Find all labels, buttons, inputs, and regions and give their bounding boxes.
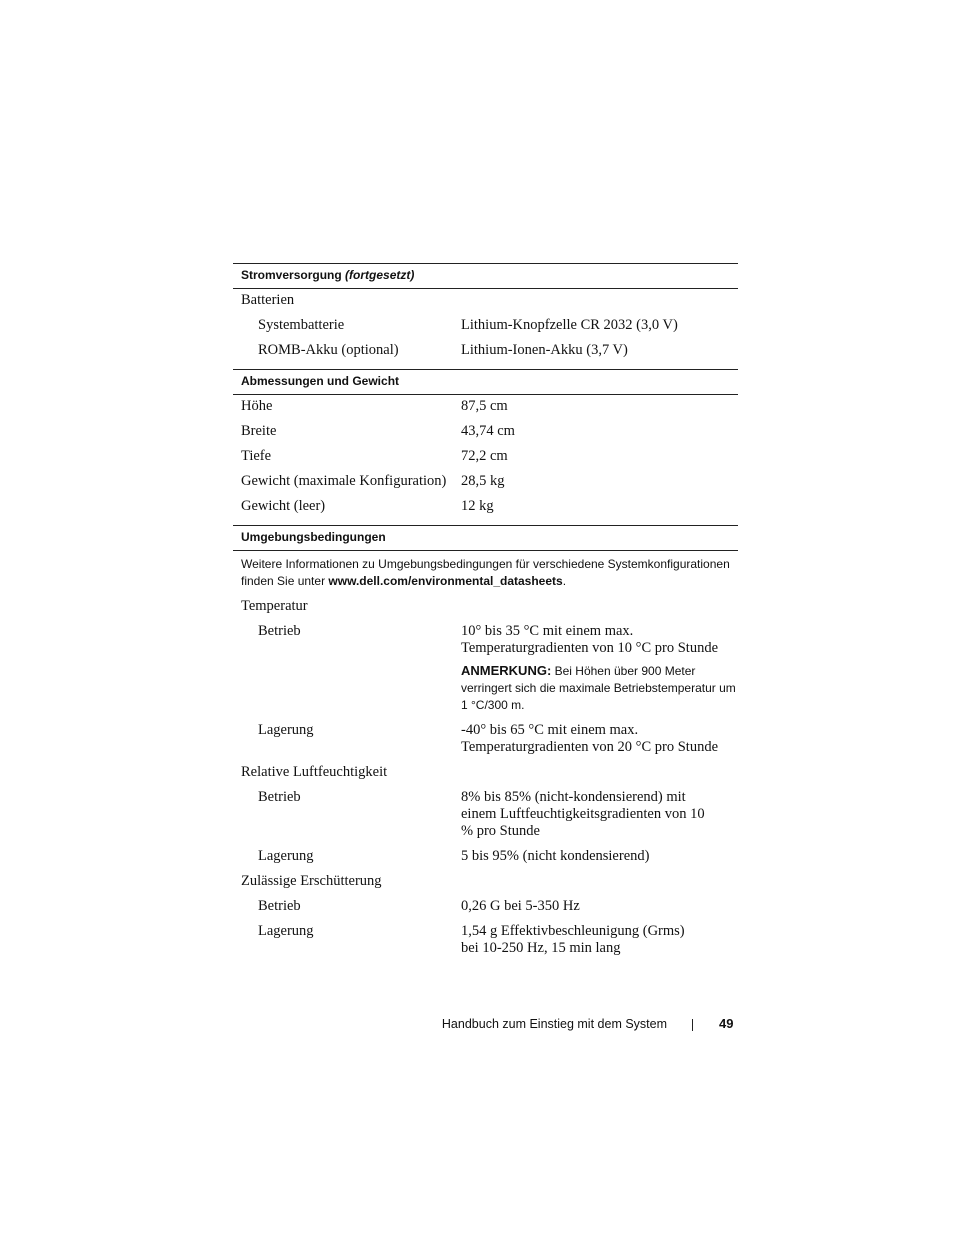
spec-value: Lithium-Ionen-Akku (3,7 V) xyxy=(461,342,628,358)
spec-row-temp-operating xyxy=(233,615,738,714)
section-title: Stromversorgung xyxy=(241,268,342,282)
spec-row-temp-storage xyxy=(233,714,738,756)
spec-value: Lithium-Knopfzelle CR 2032 (3,0 V) xyxy=(461,317,678,333)
section-title: Umgebungsbedingungen xyxy=(241,530,386,544)
page-number: 49 xyxy=(719,1016,734,1031)
spec-row-weight-max xyxy=(233,465,738,490)
section-header-power xyxy=(233,263,738,289)
spec-row-vibration xyxy=(233,865,738,890)
spec-row-batteries xyxy=(233,290,738,309)
spec-value: 10° bis 35 °C mit einem max. Temperaturgradienten von 10 °C pro Stunde xyxy=(461,623,718,656)
note-box xyxy=(461,662,738,714)
environment-intro: Weitere Informationen zu Umgebungsbedingungen für verschiedene Systemkonfigurationen finden Sie unter www.dell.com/environmental_datasheets. xyxy=(241,557,730,588)
section-title: Abmessungen und Gewicht xyxy=(241,374,400,388)
spec-row-temperature xyxy=(233,590,738,615)
spec-value: 28,5 kg xyxy=(461,473,505,489)
spec-label: Breite xyxy=(241,423,277,439)
spec-label: Systembatterie xyxy=(258,317,345,333)
note-label: ANMERKUNG: xyxy=(461,663,552,678)
spec-value: 0,26 G bei 5-350 Hz xyxy=(461,898,580,914)
spec-label: Lagerung xyxy=(258,848,314,864)
spec-label: Betrieb xyxy=(258,623,301,639)
spec-row-system-battery xyxy=(233,309,738,334)
spec-value: 43,74 cm xyxy=(461,423,515,439)
spec-table xyxy=(233,263,738,957)
spec-row-romb xyxy=(233,334,738,359)
section-body-dimensions xyxy=(233,395,738,515)
spec-value: 87,5 cm xyxy=(461,398,508,414)
spec-row-height xyxy=(233,396,738,415)
datasheet-link: www.dell.com/environmental_datasheets xyxy=(328,574,563,588)
spec-label: Betrieb xyxy=(258,789,301,805)
spec-value: 1,54 g Effektivbeschleunigung (Grms) bei 10-250 Hz, 15 min lang xyxy=(461,923,685,956)
spec-label: Tiefe xyxy=(241,448,272,464)
spec-label: ROMB-Akku (optional) xyxy=(258,342,399,358)
spec-label: Relative Luftfeuchtigkeit xyxy=(241,764,388,780)
spec-label: Zulässige Erschütterung xyxy=(241,873,382,889)
spec-label: Gewicht (leer) xyxy=(241,498,326,514)
section-body-power xyxy=(233,289,738,359)
spec-label: Lagerung xyxy=(258,722,314,738)
footer-separator xyxy=(692,1019,693,1031)
spec-row-depth xyxy=(233,440,738,465)
spec-row-width xyxy=(233,415,738,440)
spec-label: Höhe xyxy=(241,398,273,414)
spec-value: 12 kg xyxy=(461,498,494,514)
section-header-dimensions xyxy=(233,369,738,395)
spec-label: Betrieb xyxy=(258,898,301,914)
note-text: Bei Höhen über 900 Meter verringert sich die maximale Betriebstemperatur um 1 °C/300 m. xyxy=(461,664,736,712)
footer-title: Handbuch zum Einstieg mit dem System xyxy=(441,1017,667,1031)
spec-label: Lagerung xyxy=(258,923,314,939)
spec-row-hum-operating xyxy=(233,781,738,840)
spec-value: -40° bis 65 °C mit einem max. Temperaturgradienten von 20 °C pro Stunde xyxy=(461,722,718,755)
spec-row-humidity xyxy=(233,756,738,781)
spec-row-vib-operating xyxy=(233,890,738,915)
spec-label: Gewicht (maximale Konfiguration) xyxy=(241,473,447,489)
spec-label: Batterien xyxy=(241,292,295,308)
spec-row-weight-empty xyxy=(233,490,738,515)
intro-text: Weitere Informationen zu Umgebungsbedingungen für verschiedene Systemkonfigurationen finden Sie unter xyxy=(241,557,730,588)
section-title-suffix: (fortgesetzt) xyxy=(345,268,415,282)
spec-label: Temperatur xyxy=(241,598,308,614)
spec-row-vib-storage xyxy=(233,915,738,957)
spec-value: 5 bis 95% (nicht kondensierend) xyxy=(461,848,650,864)
section-header-environment xyxy=(233,525,738,551)
spec-row-hum-storage xyxy=(233,840,738,865)
page-footer xyxy=(0,1015,954,1035)
section-body-environment xyxy=(233,551,738,957)
spec-value: 8% bis 85% (nicht-kondensierend) mit einem Luftfeuchtigkeitsgradienten von 10 % pro Stunde xyxy=(461,789,705,839)
spec-value: 72,2 cm xyxy=(461,448,508,464)
